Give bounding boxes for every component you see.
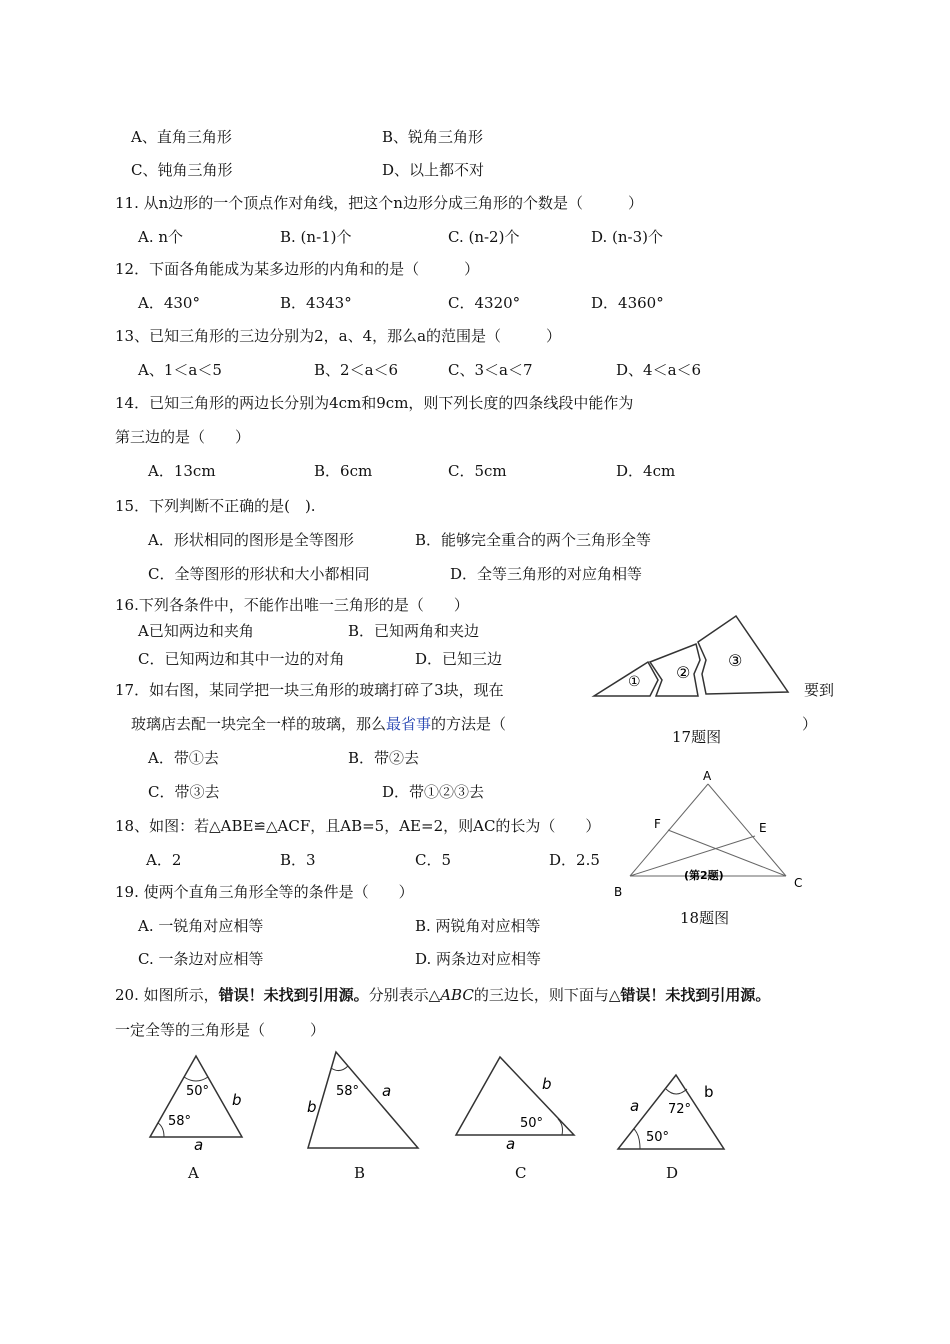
- label-a: A: [703, 769, 712, 783]
- q20-figure-a-caption: A: [188, 1164, 199, 1182]
- q12-option-c: C．4320°: [448, 294, 521, 312]
- q20-figure-c-caption: C: [515, 1164, 527, 1182]
- glass-piece-1: [594, 662, 658, 696]
- q14-option-b: B．6cm: [314, 462, 373, 480]
- q17-option-d: D．带①②③去: [382, 783, 485, 801]
- fig-c-side-b: b: [542, 1075, 552, 1093]
- fig-a-left-angle: 58°: [168, 1114, 192, 1129]
- q10-option-b: B、锐角三角形: [382, 128, 484, 146]
- q16-option-a: A已知两边和夹角: [138, 622, 254, 640]
- fig-a-top-angle: 50°: [186, 1084, 210, 1099]
- fig-c-right-angle: 50°: [520, 1116, 544, 1131]
- q18-option-c: C．5: [415, 851, 452, 869]
- q16-stem: 16.下列各条件中，不能作出唯一三角形的是（ ）: [115, 596, 469, 614]
- q20-stem-p2: 分别表示△: [368, 986, 441, 1004]
- q20-figure-b-caption: B: [354, 1164, 366, 1182]
- fig-c-side-a: a: [506, 1135, 516, 1153]
- q20-ref-error-2: 错误！未找到引用源。: [620, 986, 771, 1004]
- q19-option-a: A. 一锐角对应相等: [138, 917, 264, 935]
- q17-stem-line2: [131, 714, 506, 734]
- q17-stem2-highlight: 最省事: [386, 715, 432, 733]
- glass-piece-3: [698, 616, 788, 694]
- q18-option-b: B．3: [280, 851, 316, 869]
- fig-a-side-b: b: [232, 1091, 242, 1109]
- q17-option-b: B．带②去: [348, 749, 420, 767]
- q15-option-b: B．能够完全重合的两个三角形全等: [415, 531, 652, 549]
- q17-stem-line1-end: 要到: [804, 681, 835, 699]
- q20-ref-error-1: 错误！未找到引用源。: [218, 986, 369, 1004]
- q18-triangle-figure: [610, 766, 810, 902]
- q15-stem: 15．下列判断不正确的是( ).: [115, 497, 316, 515]
- q20-stem-abc: ABC: [440, 986, 474, 1004]
- q11-option-c: C. (n-2)个: [448, 228, 520, 246]
- q13-option-c: C、3＜a＜7: [448, 361, 533, 379]
- q19-option-c: C. 一条边对应相等: [138, 950, 264, 968]
- q12-stem: 12．下面各角能成为某多边形的内角和的是（ ）: [115, 260, 480, 278]
- q13-option-a: A、1＜a＜5: [138, 361, 222, 379]
- q12-option-d: D．4360°: [591, 294, 664, 312]
- q11-option-a: A. n个: [138, 228, 184, 246]
- q13-option-b: B、2＜a＜6: [314, 361, 399, 379]
- q16-option-c: C．已知两边和其中一边的对角: [138, 650, 345, 668]
- fig-b-top-angle: 58°: [336, 1084, 360, 1099]
- fig-d-side-a: a: [630, 1097, 640, 1115]
- q20-stem-line2: 一定全等的三角形是（ ）: [115, 1021, 326, 1039]
- q18-stem: 18、如图：若△ABE≌△ACF，且AB=5，AE=2，则AC的长为（ ）: [115, 817, 601, 835]
- label-c: C: [794, 876, 803, 890]
- q12-option-b: B．4343°: [280, 294, 352, 312]
- q17-broken-glass-figure: [592, 612, 792, 702]
- q13-option-d: D、4＜a＜6: [616, 361, 702, 379]
- q20-stem-line1: [115, 985, 770, 1005]
- q16-option-b: B．已知两角和夹边: [348, 622, 480, 640]
- fig-d-left-angle: 50°: [646, 1130, 670, 1145]
- q19-option-b: B. 两锐角对应相等: [415, 917, 541, 935]
- q12-option-a: A．430°: [138, 294, 200, 312]
- q17-option-c: C．带③去: [148, 783, 220, 801]
- q20-figure-b: [304, 1050, 422, 1150]
- q18-option-d: D．2.5: [549, 851, 600, 869]
- piece-label-3: ③: [728, 651, 743, 670]
- glass-piece-2: [650, 644, 700, 696]
- inner-label: (第2题): [684, 869, 724, 882]
- label-b: B: [614, 885, 623, 899]
- q17-figure-caption: 17题图: [672, 728, 722, 746]
- q17-stem-close: ）: [802, 715, 818, 733]
- q10-option-d: D、以上都不对: [382, 161, 485, 179]
- q11-stem: 11. 从n边形的一个顶点作对角线，把这个n边形分成三角形的个数是（ ）: [115, 194, 643, 212]
- q20-figure-d-caption: D: [666, 1164, 679, 1182]
- piece-label-1: ①: [628, 674, 641, 690]
- label-f: F: [654, 817, 661, 831]
- fig-d-top-angle: 72°: [668, 1102, 692, 1117]
- q17-stem-line1: 17．如右图，某同学把一块三角形的玻璃打碎了3块，现在: [115, 681, 504, 699]
- fig-a-side-a: a: [194, 1136, 204, 1154]
- q17-stem2-post: 的方法是（: [431, 715, 507, 733]
- q20-stem-p3: 的三边长，则下面与△: [473, 986, 621, 1004]
- q17-option-a: A．带①去: [148, 749, 219, 767]
- q19-option-d: D. 两条边对应相等: [415, 950, 542, 968]
- fig-d-side-b: b: [704, 1083, 714, 1101]
- q10-option-a: A、直角三角形: [131, 128, 232, 146]
- q19-stem: 19. 使两个直角三角形全等的条件是（ ）: [115, 883, 414, 901]
- q20-figure-d: [616, 1073, 732, 1153]
- q20-figure-a: [148, 1055, 248, 1154]
- q15-option-a: A．形状相同的图形是全等图形: [148, 531, 354, 549]
- q20-stem-p1: 20. 如图所示，: [115, 986, 219, 1004]
- q15-option-d: D．全等三角形的对应角相等: [450, 565, 643, 583]
- q20-figure-c: [454, 1055, 578, 1153]
- fig-b-side-a: a: [382, 1082, 392, 1100]
- q14-option-a: A．13cm: [148, 462, 216, 480]
- q10-option-c: C、钝角三角形: [131, 161, 233, 179]
- q14-stem-line1: 14．已知三角形的两边长分别为4cm和9cm，则下列长度的四条线段中能作为: [115, 394, 634, 412]
- q14-option-d: D．4cm: [616, 462, 676, 480]
- q18-figure-caption: 18题图: [680, 909, 730, 927]
- q17-stem2-pre: 玻璃店去配一块完全一样的玻璃，那么: [131, 715, 387, 733]
- q11-option-d: D. (n-3)个: [591, 228, 664, 246]
- q14-stem-line2: 第三边的是（ ）: [115, 428, 251, 446]
- q13-stem: 13、已知三角形的三边分别为2，a、4，那么a的范围是（ ）: [115, 327, 562, 345]
- piece-label-2: ②: [676, 663, 691, 682]
- q11-option-b: B. (n-1)个: [280, 228, 352, 246]
- q16-option-d: D．已知三边: [415, 650, 503, 668]
- q14-option-c: C．5cm: [448, 462, 507, 480]
- fig-b-side-b: b: [307, 1098, 317, 1116]
- q15-option-c: C．全等图形的形状和大小都相同: [148, 565, 370, 583]
- q18-option-a: A．2: [146, 851, 182, 869]
- label-e: E: [759, 821, 767, 835]
